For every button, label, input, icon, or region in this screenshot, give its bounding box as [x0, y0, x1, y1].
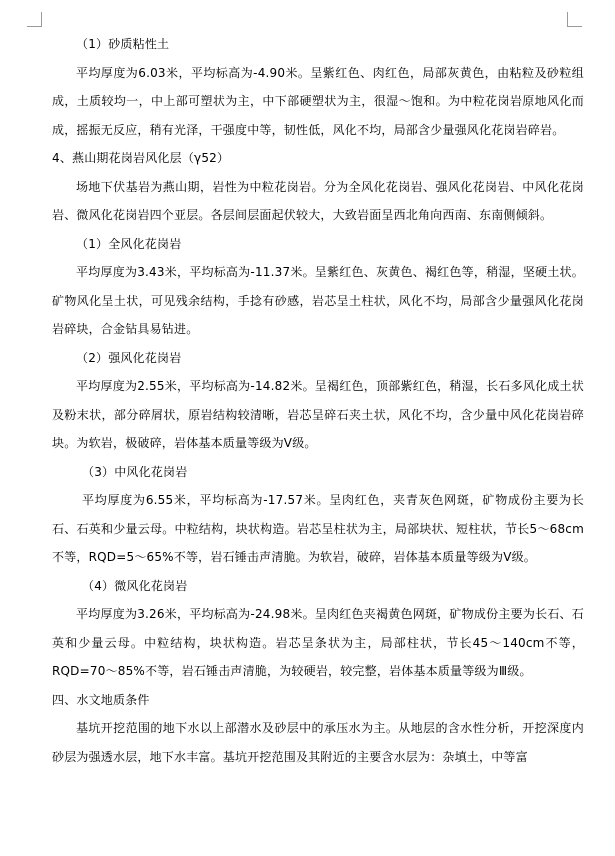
paragraph-granite-overview: 场地下伏基岩为燕山期，岩性为中粒花岗岩。分为全风化花岗岩、强风化花岗岩、中风化花岗岩、微风化花岗岩四个亚层。各层间层面起伏较大，大致岩面呈西北角向西南、东南侧倾斜。 — [52, 179, 584, 222]
subsection-heading-fully-weathered: （1）全风化花岗岩 — [76, 236, 182, 251]
paragraph-sandy-clay: 平均厚度为6.03米，平均标高为-4.90米。呈紫红色、肉红色，局部灰黄色，由粘粒及砂粒组成，土质较均一，中上部可塑状为主，中下部硬塑状为主，很湿～饱和。为中粒花岗岩原地风化而成，摇振无反应，稍有光泽，干强度中等，韧性低，风化不均，局部含少量强风化花岗岩碎岩。 — [52, 65, 584, 137]
paragraph-moderately-weathered: 平均厚度为6.55米，平均标高为-17.57米。呈肉红色，夹青灰色网斑，矿物成份主要为长石、石英和少量云母。中粒结构，块状构造。岩芯呈柱状为主，局部块状、短柱状，节长5～68cm不等，RQD=5～65%不等，岩石锤击声清脆。为软岩，破碎，岩体基本质量等级为Ⅴ级。 — [52, 493, 584, 564]
section-heading-granite-weathering: 4、燕山期花岗岩风化层（γ52） — [52, 151, 230, 165]
subsection-heading-moderately-weathered: （3）中风化花岗岩 — [82, 464, 188, 479]
subsection-heading-strongly-weathered: （2）强风化花岗岩 — [76, 350, 182, 365]
margin-corner-mark-top-right — [567, 12, 582, 27]
paragraph-slightly-weathered: 平均厚度为3.26米，平均标高为-24.98米。呈肉红色夹褐黄色网斑，矿物成份主要为长石、石英和少量云母。中粒结构，块状构造。岩芯呈条状为主，局部柱状，节长45～140cm不等，RQD=70～85%不等，岩石锤击声清脆，为较硬岩，较完整，岩体基本质量等级为Ⅲ级。 — [52, 607, 584, 678]
margin-corner-mark-top-left — [27, 12, 42, 27]
paragraph-strongly-weathered: 平均厚度为2.55米，平均标高为-14.82米。呈褐红色，顶部紫红色，稍湿，长石多风化成土状及粉末状，部分碎屑状，原岩结构较清晰，岩芯呈碎石夹土状，风化不均，含少量中风化花岗岩碎块。为软岩，极破碎，岩体基本质量等级为Ⅴ级。 — [52, 379, 584, 450]
section-heading-hydrogeology: 四、水文地质条件 — [52, 692, 150, 707]
subsection-heading-slightly-weathered: （4）微风化花岗岩 — [82, 578, 188, 593]
paragraph-fully-weathered: 平均厚度为3.43米，平均标高为-11.37米。呈紫红色、灰黄色、褐红色等，稍湿，坚硬土状。矿物风化呈土状，可见残余结构，手捻有砂感，岩芯呈土柱状，风化不均，局部含少量强风化花岗岩碎块，合金钻具易钻进。 — [52, 265, 584, 336]
document-body — [52, 30, 584, 771]
subsection-heading-sandy-clay: （1）砂质粘性土 — [76, 37, 170, 51]
paragraph-hydrogeology: 基坑开挖范围的地下水以上部潜水及砂层中的承压水为主。从地层的含水性分析，开挖深度内砂层为强透水层，地下水丰富。基坑开挖范围及其附近的主要含水层为：杂填土，中等富 — [52, 721, 584, 764]
